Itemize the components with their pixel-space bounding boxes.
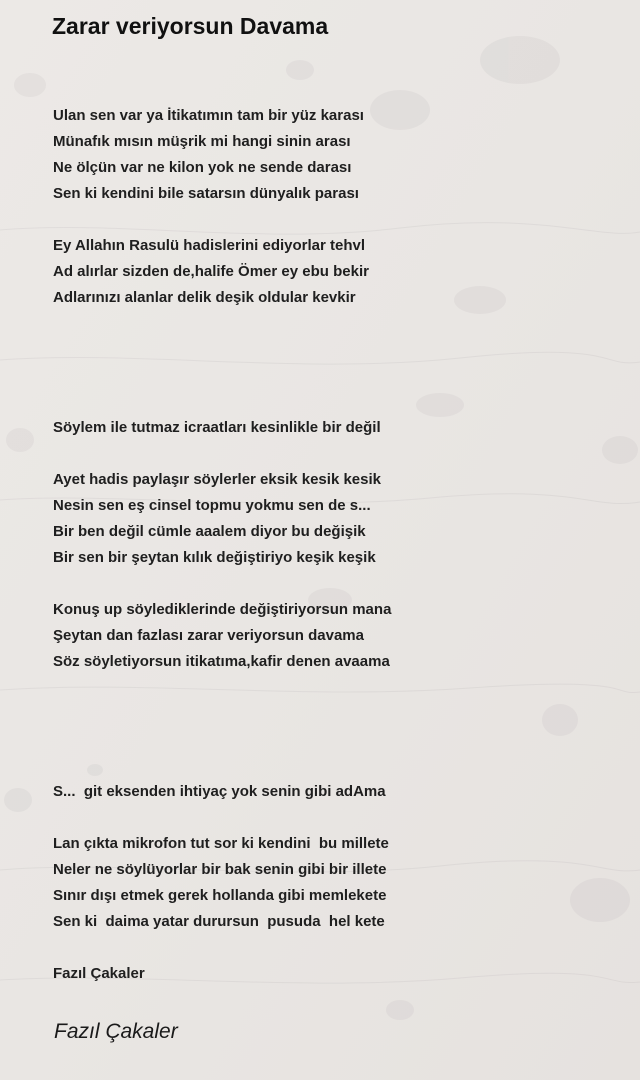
poem-line: Söz söyletiyorsun itikatıma,kafir denen avaama — [53, 653, 390, 670]
poem-line — [53, 441, 613, 467]
poem-line — [53, 805, 613, 831]
poem-line: Sen ki daima yatar durursun pusuda hel kete — [53, 913, 385, 930]
poem-line — [53, 207, 613, 233]
poem-line: Şeytan dan fazlası zarar veriyorsun davama — [53, 627, 364, 644]
poem-title: Zarar veriyorsun Davama — [52, 13, 329, 39]
poem-line: Sınır dışı etmek gerek hollanda gibi memlekete — [53, 887, 387, 904]
poem-line — [53, 701, 613, 727]
poem-line: Konuş up söylediklerinde değiştiriyorsun mana — [53, 601, 392, 618]
poem-author-line: Fazıl Çakaler — [53, 965, 145, 982]
poem-line: Münafık mısın müşrik mi hangi sinin arası — [53, 133, 351, 150]
poem-line — [53, 753, 613, 779]
poem-line: Ne ölçün var ne kilon yok ne sende darası — [53, 159, 352, 176]
poem-line — [53, 571, 613, 597]
poem-line — [53, 727, 613, 753]
poem-line: Nesin sen eş cinsel topmu yokmu sen de s... — [53, 497, 371, 514]
poem-line: Bir ben değil cümle aaalem diyor bu değişik — [53, 523, 366, 540]
poem-line: Neler ne söylüyorlar bir bak senin gibi bir illete — [53, 861, 387, 878]
author-signature: Fazıl Çakaler — [54, 1020, 178, 1043]
poem-line: Sen ki kendini bile satarsın dünyalık parası — [53, 185, 359, 202]
poem-line — [53, 337, 613, 363]
poem-line: Ad alırlar sizden de,halife Ömer ey ebu bekir — [53, 263, 369, 280]
poem-line — [53, 675, 613, 701]
poem-line: Söylem ile tutmaz icraatları kesinlikle bir değil — [53, 419, 381, 436]
poem-line: Lan çıkta mikrofon tut sor ki kendini bu millete — [53, 835, 389, 852]
poem-line: Ayet hadis paylaşır söylerler eksik kesik kesik — [53, 471, 381, 488]
poem-line: Adlarınızı alanlar delik deşik oldular kevkir — [53, 289, 356, 306]
poem-line — [53, 311, 613, 337]
poem-line: Bir sen bir şeytan kılık değiştiriyo keşik keşik — [53, 549, 376, 566]
poem-line — [53, 935, 613, 961]
poem-line: Ey Allahın Rasulü hadislerini ediyorlar tehvl — [53, 237, 366, 254]
poem-line — [53, 389, 613, 415]
poem-line: S... git eksenden ihtiyaç yok senin gibi adAma — [53, 783, 386, 800]
poem-body — [53, 103, 613, 987]
poem-line — [53, 363, 613, 389]
poem-line: Ulan sen var ya İtikatımın tam bir yüz karası — [53, 107, 364, 124]
